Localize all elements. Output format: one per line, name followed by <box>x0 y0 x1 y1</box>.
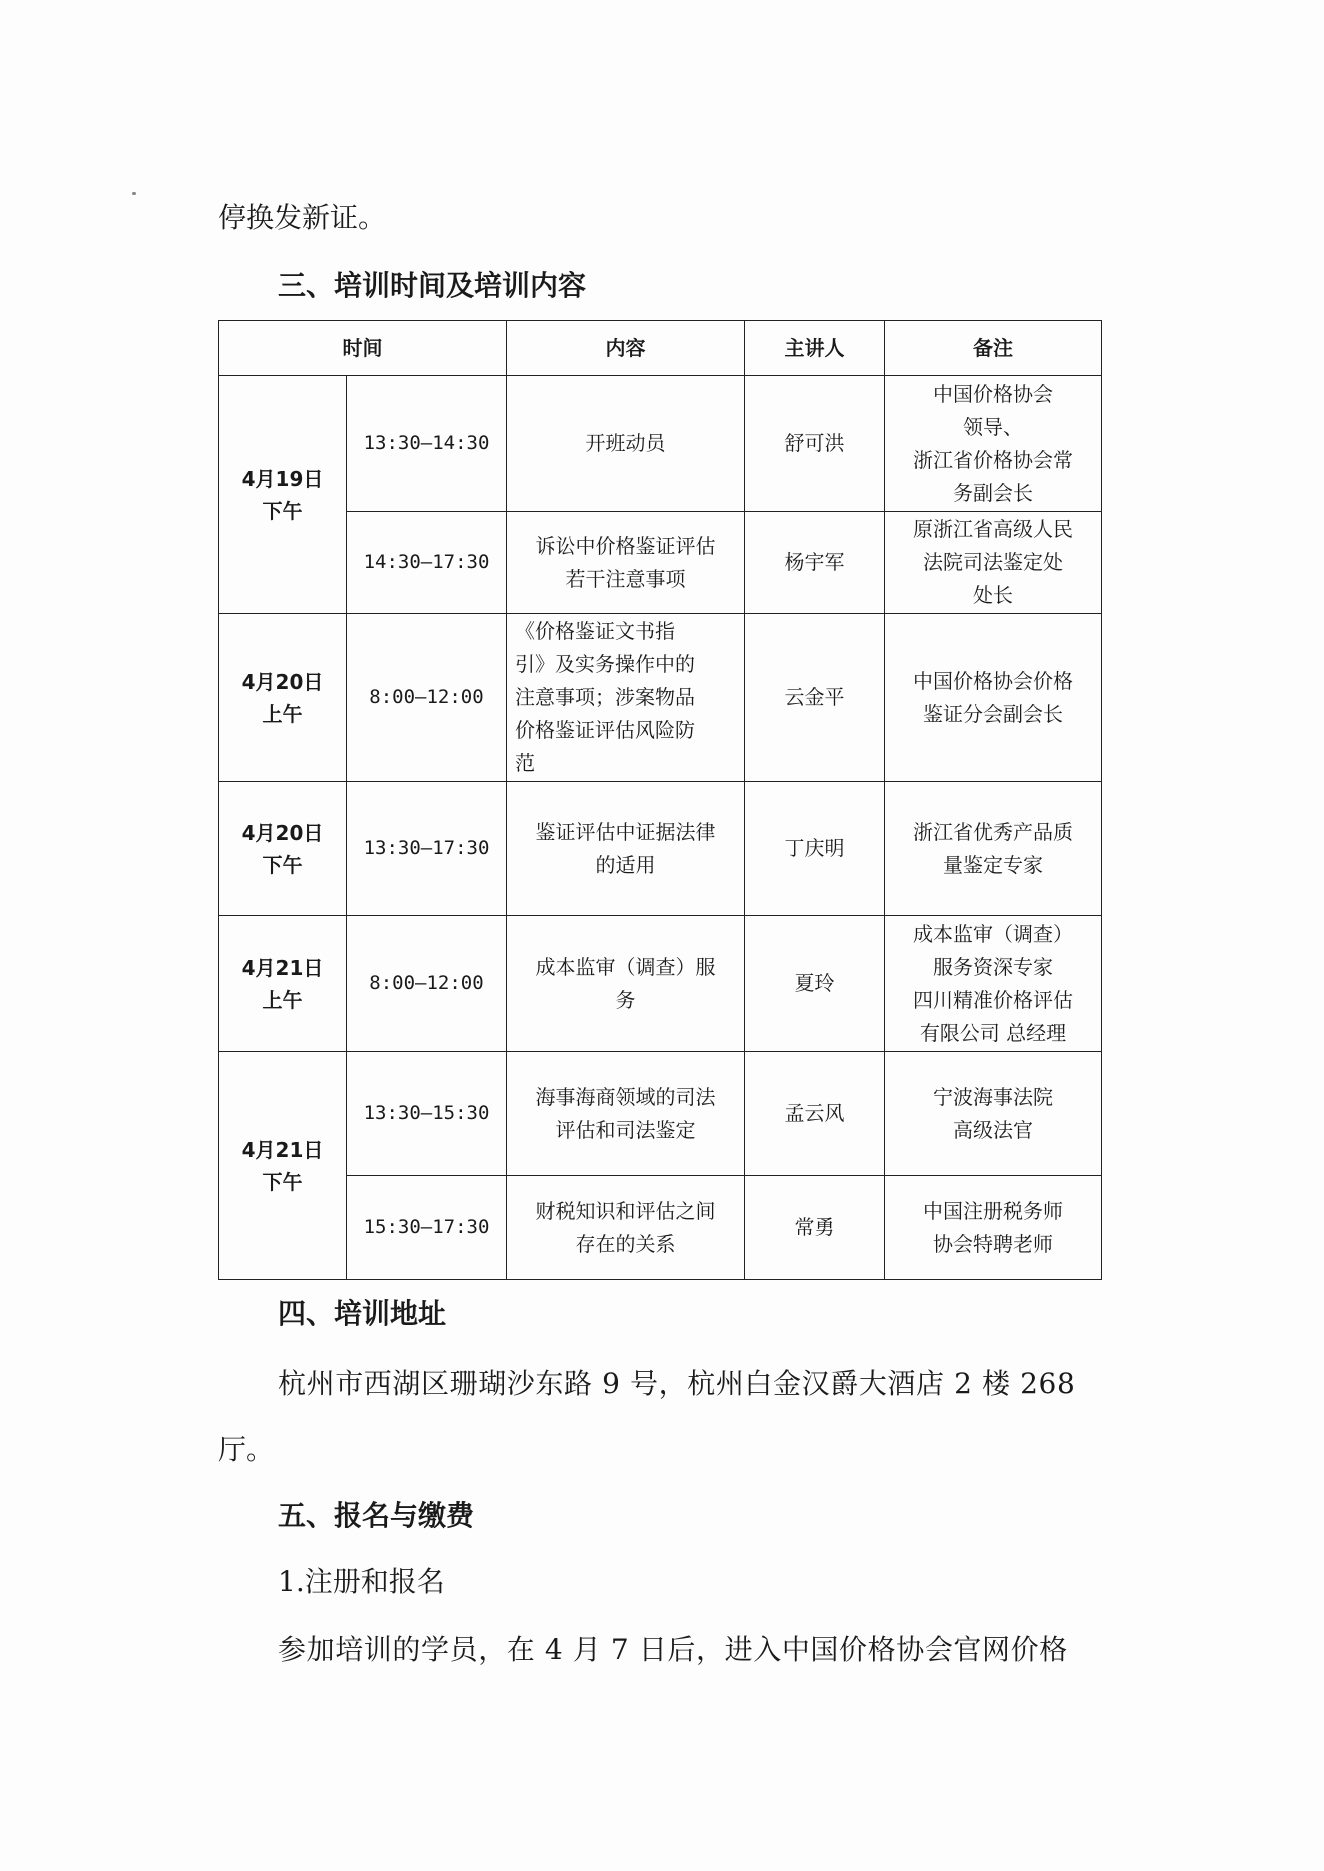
remarks-line: 中国价格协会 <box>933 381 1053 406</box>
remarks-line: 领导、 <box>963 414 1023 439</box>
top-paragraph-tail: 停换发新证。 <box>218 201 387 234</box>
table-row <box>219 376 1102 512</box>
time-cell: 14:30—17:30 <box>347 512 507 614</box>
content-line: 范 <box>515 751 535 775</box>
content-line: 诉讼中价格鉴证评估 <box>535 533 716 558</box>
remarks-line: 量鉴定专家 <box>943 852 1043 877</box>
table-row <box>219 512 1102 614</box>
content-line: 的适用 <box>595 852 656 877</box>
remarks-line: 有限公司 总经理 <box>919 1020 1067 1045</box>
time-cell: 15:30—17:30 <box>347 1176 507 1280</box>
period-text: 下午 <box>262 498 303 523</box>
table-row <box>219 916 1102 1052</box>
header-content: 内容 <box>507 321 745 376</box>
remarks-line: 高级法官 <box>953 1117 1033 1142</box>
remarks-line: 处长 <box>973 583 1013 607</box>
registration-subheading: 1.注册和报名 <box>278 1565 445 1598</box>
remarks-cell <box>885 512 1102 614</box>
content-cell <box>507 1052 745 1176</box>
section4-heading: 四、培训地址 <box>278 1297 447 1330</box>
content-line: 存在的关系 <box>575 1231 676 1256</box>
content-line: 开班动员 <box>585 431 666 455</box>
header-speaker: 主讲人 <box>745 321 885 376</box>
content-cell <box>507 782 745 916</box>
time-cell: 13:30—17:30 <box>347 782 507 916</box>
remarks-cell <box>885 782 1102 916</box>
remarks-line: 务副会长 <box>953 480 1033 505</box>
remarks-line: 宁波海事法院 <box>933 1084 1053 1109</box>
date-cell <box>219 782 347 916</box>
content-cell <box>507 916 745 1052</box>
period-text: 上午 <box>262 987 303 1012</box>
date-cell <box>219 614 347 782</box>
remarks-line: 服务资深专家 <box>933 954 1053 979</box>
content-line: 引》及实务操作中的 <box>515 652 695 676</box>
remarks-line: 浙江省优秀产品质 <box>913 819 1073 844</box>
speaker-cell: 丁庆明 <box>745 782 885 916</box>
time-cell: 8:00—12:00 <box>347 916 507 1052</box>
header-remarks: 备注 <box>885 321 1102 376</box>
content-line: 海事海商领域的司法 <box>535 1084 716 1109</box>
date-text: 4月19日 <box>241 466 324 491</box>
content-line: 价格鉴证评估风险防 <box>515 718 695 742</box>
remarks-line: 原浙江省高级人民 <box>913 517 1073 541</box>
date-text: 4月21日 <box>241 1137 324 1162</box>
content-line: 若干注意事项 <box>565 566 686 591</box>
date-cell <box>219 1052 347 1280</box>
table-row <box>219 782 1102 916</box>
remarks-cell <box>885 1052 1102 1176</box>
header-time: 时间 <box>219 321 507 376</box>
speaker-cell: 夏玲 <box>745 916 885 1052</box>
address-line-1: 杭州市西湖区珊瑚沙东路 9 号，杭州白金汉爵大酒店 2 楼 268 <box>278 1367 1076 1400</box>
content-cell <box>507 512 745 614</box>
period-text: 下午 <box>262 1169 303 1194</box>
remarks-line: 鉴证分会副会长 <box>923 701 1063 726</box>
remarks-line: 中国注册税务师 <box>923 1198 1063 1223</box>
date-cell <box>219 376 347 614</box>
speaker-cell: 孟云风 <box>745 1052 885 1176</box>
remarks-cell <box>885 1176 1102 1280</box>
time-cell: 13:30—15:30 <box>347 1052 507 1176</box>
date-cell <box>219 916 347 1052</box>
remarks-cell <box>885 614 1102 782</box>
table-header-row <box>219 321 1102 376</box>
remarks-cell <box>885 376 1102 512</box>
speaker-cell: 杨宇军 <box>745 512 885 614</box>
content-line: 《价格鉴证文书指 <box>515 619 675 643</box>
table-row <box>219 614 1102 782</box>
content-line: 评估和司法鉴定 <box>555 1117 696 1142</box>
speaker-cell: 舒可洪 <box>745 376 885 512</box>
content-line: 财税知识和评估之间 <box>535 1198 716 1223</box>
section3-heading: 三、培训时间及培训内容 <box>278 269 587 302</box>
remarks-cell <box>885 916 1102 1052</box>
speaker-cell: 常勇 <box>745 1176 885 1280</box>
remarks-line: 浙江省价格协会常 <box>913 447 1073 472</box>
period-text: 下午 <box>262 852 303 877</box>
content-cell <box>507 614 745 782</box>
address-line-2: 厅。 <box>218 1433 275 1466</box>
content-line: 成本监审（调查）服 <box>535 954 716 979</box>
table-row <box>219 1176 1102 1280</box>
content-cell <box>507 376 745 512</box>
content-line: 鉴证评估中证据法律 <box>535 819 716 844</box>
section5-heading: 五、报名与缴费 <box>278 1499 475 1532</box>
period-text: 上午 <box>262 701 303 726</box>
time-cell: 13:30—14:30 <box>347 376 507 512</box>
date-text: 4月20日 <box>241 820 324 845</box>
date-text: 4月20日 <box>241 669 324 694</box>
remarks-line: 法院司法鉴定处 <box>923 550 1063 574</box>
remarks-line: 中国价格协会价格 <box>913 668 1073 693</box>
time-cell: 8:00—12:00 <box>347 614 507 782</box>
remarks-line: 协会特聘老师 <box>933 1231 1053 1256</box>
remarks-line: 成本监审（调查） <box>913 921 1073 946</box>
scan-speck <box>132 192 136 195</box>
date-text: 4月21日 <box>241 955 324 980</box>
registration-paragraph: 参加培训的学员，在 4 月 7 日后，进入中国价格协会官网价格 <box>278 1633 1068 1666</box>
content-line: 务 <box>615 987 636 1012</box>
content-cell <box>507 1176 745 1280</box>
remarks-line: 四川精准价格评估 <box>913 987 1073 1012</box>
training-schedule-table <box>218 320 1102 1280</box>
table-row <box>219 1052 1102 1176</box>
speaker-cell: 云金平 <box>745 614 885 782</box>
content-line: 注意事项；涉案物品 <box>515 685 695 709</box>
